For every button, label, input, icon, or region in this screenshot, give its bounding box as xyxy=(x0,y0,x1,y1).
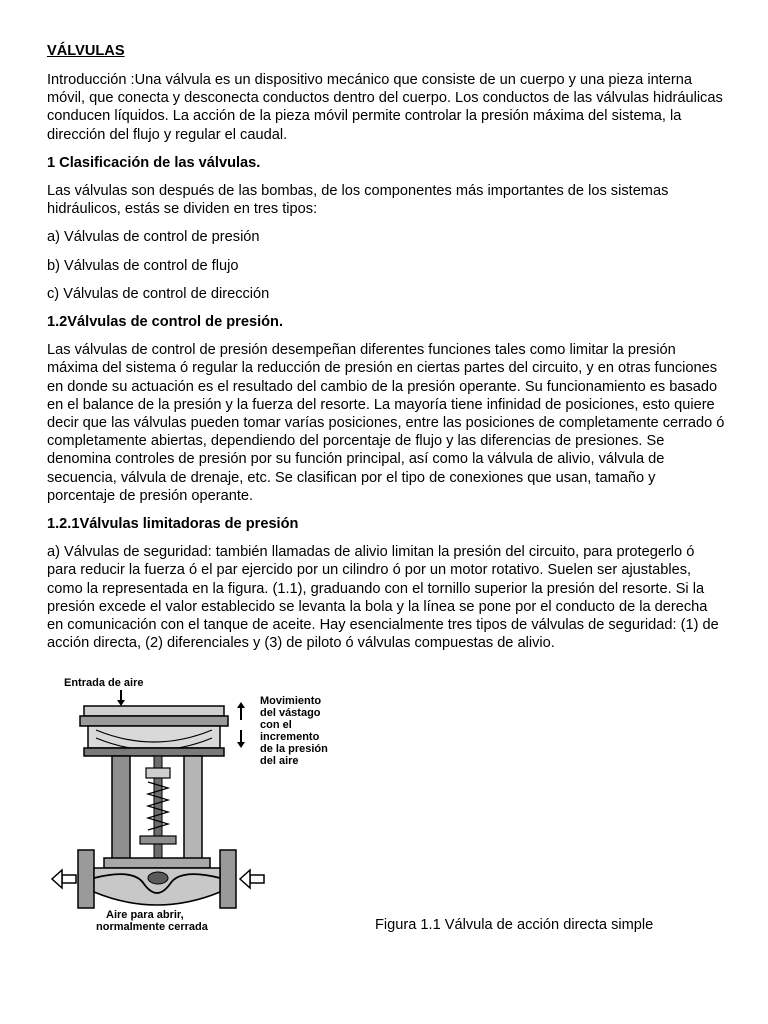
intro-paragraph: Introducción :Una válvula es un dispositivo mecánico que consiste de un cuerpo y una pieza interna móvil, que conecta y desconecta conductos dentro del cuerpo. Los conductos de las válvulas hidráulicas conducen líquidos. La acción de la pieza móvil permite controlar la presión máxima del sistema, la dirección del flujo y regular el caudal. xyxy=(47,72,723,143)
svg-text:con el: con el xyxy=(260,719,292,731)
svg-text:del aire: del aire xyxy=(260,755,299,767)
safety-valves-paragraph: a) Válvulas de seguridad: también llamadas de alivio limitan la presión del circuito, para protegerlo ó para reducir la fuerza ó el par ejercido por un cilindro ó por un motor rotativo. Suelen ser ajustables, como la representada en la figura. (1.1), graduando con el tornillo superior la presión del resorte. Si la presión excede el valor establecido se levanta la bola y la línea se pone por el conducto de la derecha en comunicación con el tanque de aceite. Hay esencialmente tres tipos de válvulas de seguridad: (1) de acción directa, (2) diferenciales y (3) de piloto ó válvulas compuestas de alivio. xyxy=(47,544,719,652)
svg-text:del vástago: del vástago xyxy=(260,707,321,719)
valve-figure xyxy=(44,672,356,934)
heading-limiting-valves: 1.2.1Válvulas limitadoras de presión xyxy=(47,516,299,533)
figure-label-air-inlet: Entrada de aire xyxy=(64,677,144,689)
bonnet xyxy=(104,858,210,868)
classification-paragraph: Las válvulas son después de las bombas, de los componentes más importantes de los sistemas hidráulicos, estás se dividen en tres tipos: xyxy=(47,183,669,218)
yoke-left xyxy=(112,756,130,860)
svg-text:Aire para abrir,: Aire para abrir, xyxy=(106,909,184,921)
figure-label-stem-movement xyxy=(260,695,328,767)
yoke-right xyxy=(184,756,202,860)
figure-label-air-to-open xyxy=(96,909,209,933)
actuator-housing xyxy=(80,706,228,756)
document-page xyxy=(47,40,727,652)
list-item-c: c) Válvulas de control de dirección xyxy=(47,285,270,302)
list-item-b: b) Válvulas de control de flujo xyxy=(47,257,239,274)
svg-text:Movimiento: Movimiento xyxy=(260,695,322,707)
svg-text:normalmente cerrada: normalmente cerrada xyxy=(96,921,208,933)
svg-text:incremento: incremento xyxy=(260,731,320,743)
pressure-valves-paragraph: Las válvulas de control de presión desempeñan diferentes funciones tales como limitar la presión máxima del sistema ó regular la reducción de presión en ciertas partes del circuito, y en otras funciones en donde su actuación es el resultado del cambio de la presión operante. Su funcionamiento es basado en el balance de la presión y la fuerza del resorte. La mayoría tiene infinidad de posiciones, esto quiere decir que las válvulas pueden tomar varías posiciones, entre las posiciones de completamente cerrado ó completamente abiertas, dependiendo del porcentaje de flujo y las diferencias de presiones. Se denomina controles de presión por su función principal, así como la válvula de alivio, válvula de secuencia, válvula de drenaje, etc. Se clasifican por el tipo de conexiones que usan, tamaño y porcentaje de presión operante. xyxy=(47,342,725,504)
flow-out-arrow-icon xyxy=(52,870,76,888)
heading-classification: 1 Clasificación de las válvulas. xyxy=(47,154,261,171)
list-item-a: a) Válvulas de control de presión xyxy=(47,229,260,246)
flow-in-arrow-icon xyxy=(240,870,264,888)
document-title: VÁLVULAS xyxy=(47,43,125,59)
heading-pressure-valves: 1.2Válvulas de control de presión. xyxy=(47,314,284,331)
figure-caption: Figura 1.1 Válvula de acción directa simple xyxy=(375,917,654,933)
svg-text:de la presión: de la presión xyxy=(260,743,328,755)
